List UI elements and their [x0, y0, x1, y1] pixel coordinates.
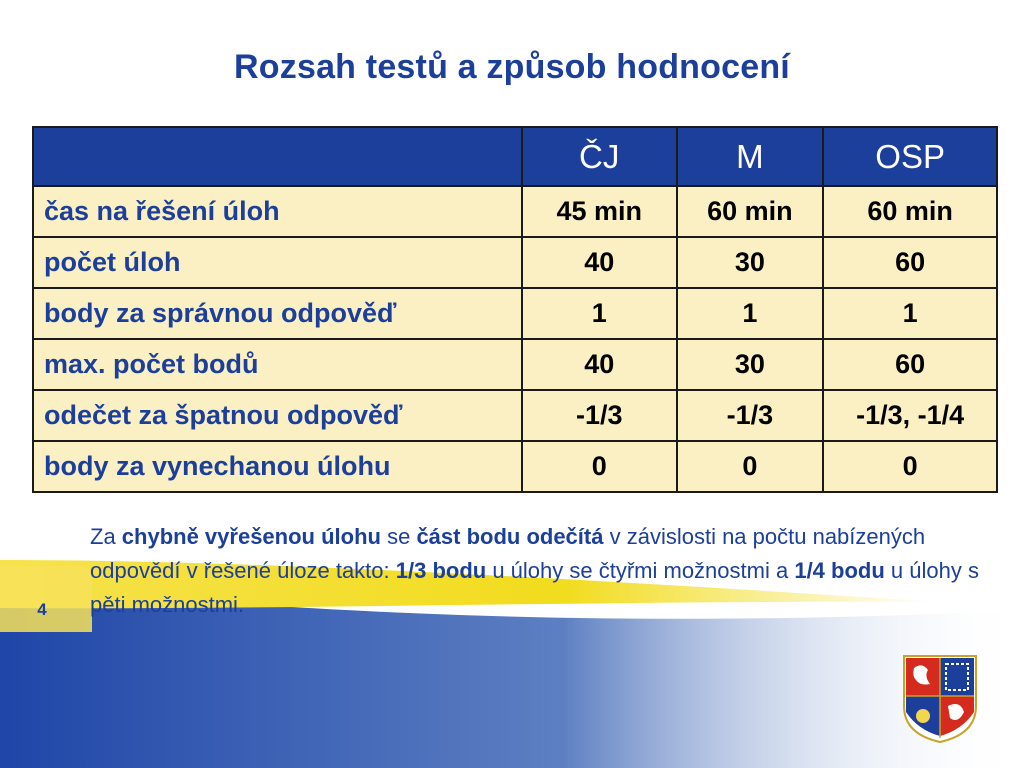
note-text: se [380, 524, 417, 549]
table-row [33, 186, 997, 237]
header-m: M [677, 127, 824, 186]
note-bold: 1/3 bodu [395, 558, 487, 583]
header-cj: ČJ [522, 127, 677, 186]
row-label: čas na řešení úloh [33, 186, 522, 237]
cell-m: -1/3 [677, 390, 824, 441]
note-bold: chybně vyřešenou úlohu [121, 524, 381, 549]
cell-cj: -1/3 [522, 390, 677, 441]
scoring-note [90, 520, 990, 622]
note-bold: část bodu odečítá [416, 524, 604, 549]
cell-osp: 60 [823, 237, 997, 288]
cell-m: 60 min [677, 186, 824, 237]
note-text: v závislosti na počtu nabízených odpovědí v řešené úloze takto: [90, 524, 926, 583]
note-text: u úlohy s pěti možnostmi. [90, 558, 979, 617]
row-label: max. počet bodů [33, 339, 522, 390]
row-label: body za správnou odpověď [33, 288, 522, 339]
table-row [33, 237, 997, 288]
comparison-table [32, 126, 998, 493]
row-label: odečet za špatnou odpověď [33, 390, 522, 441]
table-row [33, 441, 997, 492]
table-row [33, 288, 997, 339]
header-osp: OSP [823, 127, 997, 186]
cell-osp: 1 [823, 288, 997, 339]
cell-m: 30 [677, 237, 824, 288]
row-label: body za vynechanou úlohu [33, 441, 522, 492]
cell-cj: 40 [522, 339, 677, 390]
note-text: u úlohy se čtyřmi možnostmi a [486, 558, 795, 583]
header-empty-cell [33, 127, 522, 186]
slide-title: Rozsah testů a způsob hodnocení [234, 48, 790, 86]
cell-cj: 40 [522, 237, 677, 288]
page-number: 4 [37, 600, 47, 619]
table-header-row [33, 127, 997, 186]
czech-coat-of-arms-icon [902, 654, 978, 744]
cell-cj: 45 min [522, 186, 677, 237]
cell-osp: 0 [823, 441, 997, 492]
cell-cj: 1 [522, 288, 677, 339]
cell-cj: 0 [522, 441, 677, 492]
cell-m: 30 [677, 339, 824, 390]
table-row [33, 390, 997, 441]
row-label: počet úloh [33, 237, 522, 288]
cell-osp: -1/3, -1/4 [823, 390, 997, 441]
cell-osp: 60 [823, 339, 997, 390]
table-row [33, 339, 997, 390]
cell-m: 0 [677, 441, 824, 492]
note-text: Za [90, 524, 122, 549]
note-bold: 1/4 bodu [794, 558, 885, 583]
cell-osp: 60 min [823, 186, 997, 237]
cell-m: 1 [677, 288, 824, 339]
